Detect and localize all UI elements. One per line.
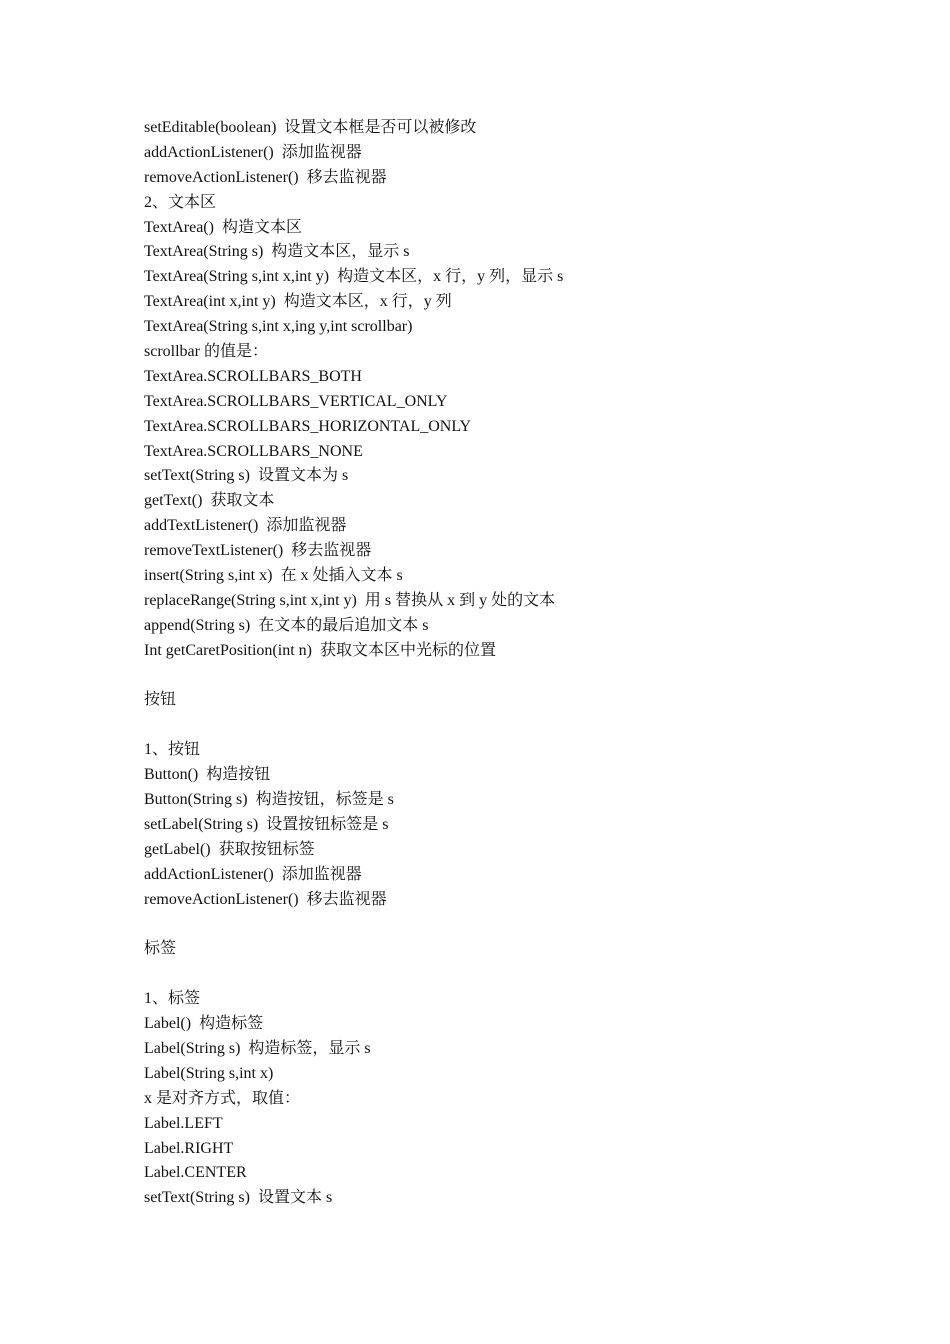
text-line: replaceRange(String s,int x,int y) 用 s 替换从 x 到 y 处的文本 xyxy=(144,591,556,609)
text-line: addActionListener() 添加监视器 xyxy=(144,143,362,161)
text-line: TextArea(String s,int x,ing y,int scrollbar) xyxy=(144,318,413,336)
text-line: TextArea() 构造文本区 xyxy=(144,218,302,236)
text-line: append(String s) 在文本的最后追加文本 s xyxy=(144,616,429,634)
section-heading: 1、按钮 xyxy=(144,741,201,759)
text-line: TextArea.SCROLLBARS_HORIZONTAL_ONLY xyxy=(144,417,472,435)
text-line: getLabel() 获取按钮标签 xyxy=(144,840,315,858)
text-line: TextArea.SCROLLBARS_VERTICAL_ONLY xyxy=(144,392,448,410)
text-line: Button(String s) 构造按钮，标签是 s xyxy=(144,791,394,809)
text-line: getText() 获取文本 xyxy=(144,492,275,510)
text-line: setText(String s) 设置文本为 s xyxy=(144,467,349,485)
section-title-labels: 标签 xyxy=(144,940,177,958)
text-line: addActionListener() 添加监视器 xyxy=(144,865,362,883)
text-line: scrollbar 的值是： xyxy=(144,343,268,361)
text-line: Button() 构造按钮 xyxy=(144,766,271,784)
text-line: Label() 构造标签 xyxy=(144,1015,264,1033)
text-line: Int getCaretPosition(int n) 获取文本区中光标的位置 xyxy=(144,641,496,659)
blank-line xyxy=(144,713,864,738)
text-line: Label(String s) 构造标签，显示 s xyxy=(144,1039,371,1057)
text-line: Label.RIGHT xyxy=(144,1139,234,1157)
text-line: removeActionListener() 移去监视器 xyxy=(144,168,387,186)
text-line: x 是对齐方式，取值： xyxy=(144,1089,301,1107)
blank-line xyxy=(144,962,864,987)
text-line: Label.CENTER xyxy=(144,1164,247,1182)
text-line: TextArea.SCROLLBARS_NONE xyxy=(144,442,363,460)
text-line: removeActionListener() 移去监视器 xyxy=(144,890,387,908)
text-line: TextArea(String s,int x,int y) 构造文本区，x 行，y 列，显示 s xyxy=(144,268,564,286)
section-heading: 1、标签 xyxy=(144,990,201,1008)
text-line: TextArea.SCROLLBARS_BOTH xyxy=(144,367,362,385)
text-line: removeTextListener() 移去监视器 xyxy=(144,542,372,560)
blank-line xyxy=(144,664,864,689)
text-line: TextArea(String s) 构造文本区，显示 s xyxy=(144,243,410,261)
text-line: addTextListener() 添加监视器 xyxy=(144,517,347,535)
section-heading: 2、文本区 xyxy=(144,193,217,211)
text-line: Label.LEFT xyxy=(144,1114,223,1132)
text-line: setLabel(String s) 设置按钮标签是 s xyxy=(144,815,389,833)
text-line: insert(String s,int x) 在 x 处插入文本 s xyxy=(144,567,403,585)
document-page xyxy=(144,116,864,1211)
text-line: TextArea(int x,int y) 构造文本区，x 行，y 列 xyxy=(144,293,452,311)
blank-line xyxy=(144,913,864,938)
text-line: setEditable(boolean) 设置文本框是否可以被修改 xyxy=(144,119,477,136)
text-line: setText(String s) 设置文本 s xyxy=(144,1189,333,1207)
section-title-buttons: 按钮 xyxy=(144,691,177,709)
text-line: Label(String s,int x) xyxy=(144,1064,274,1082)
